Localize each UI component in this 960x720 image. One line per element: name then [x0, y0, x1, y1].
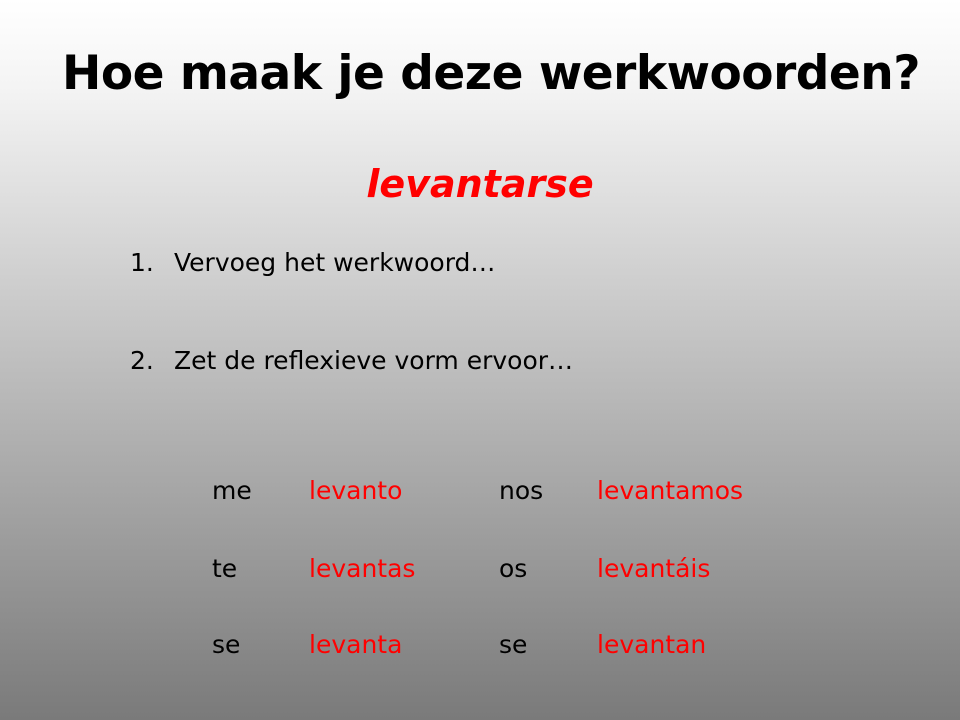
verb-form: levantamos: [597, 476, 744, 505]
verb-form: levantas: [309, 554, 416, 583]
pronoun: me: [212, 476, 252, 505]
step-item: [130, 346, 573, 375]
pronoun: nos: [499, 476, 544, 505]
pronoun: os: [499, 554, 528, 583]
step-number: 1.: [130, 248, 154, 277]
slide-title: Hoe maak je deze werkwoorden?: [62, 46, 921, 101]
step-text: Vervoeg het werkwoord…: [174, 248, 496, 277]
verb-form: levantan: [597, 630, 707, 659]
pronoun: se: [212, 630, 241, 659]
step-number: 2.: [130, 346, 154, 375]
verb-form: levantáis: [597, 554, 711, 583]
step-item: [130, 248, 495, 277]
pronoun: te: [212, 554, 238, 583]
step-text: Zet de reflexieve vorm ervoor…: [174, 346, 574, 375]
verb-form: levanta: [309, 630, 403, 659]
verb-form: levanto: [309, 476, 403, 505]
pronoun: se: [499, 630, 528, 659]
verb-infinitive: levantarse: [366, 162, 594, 206]
